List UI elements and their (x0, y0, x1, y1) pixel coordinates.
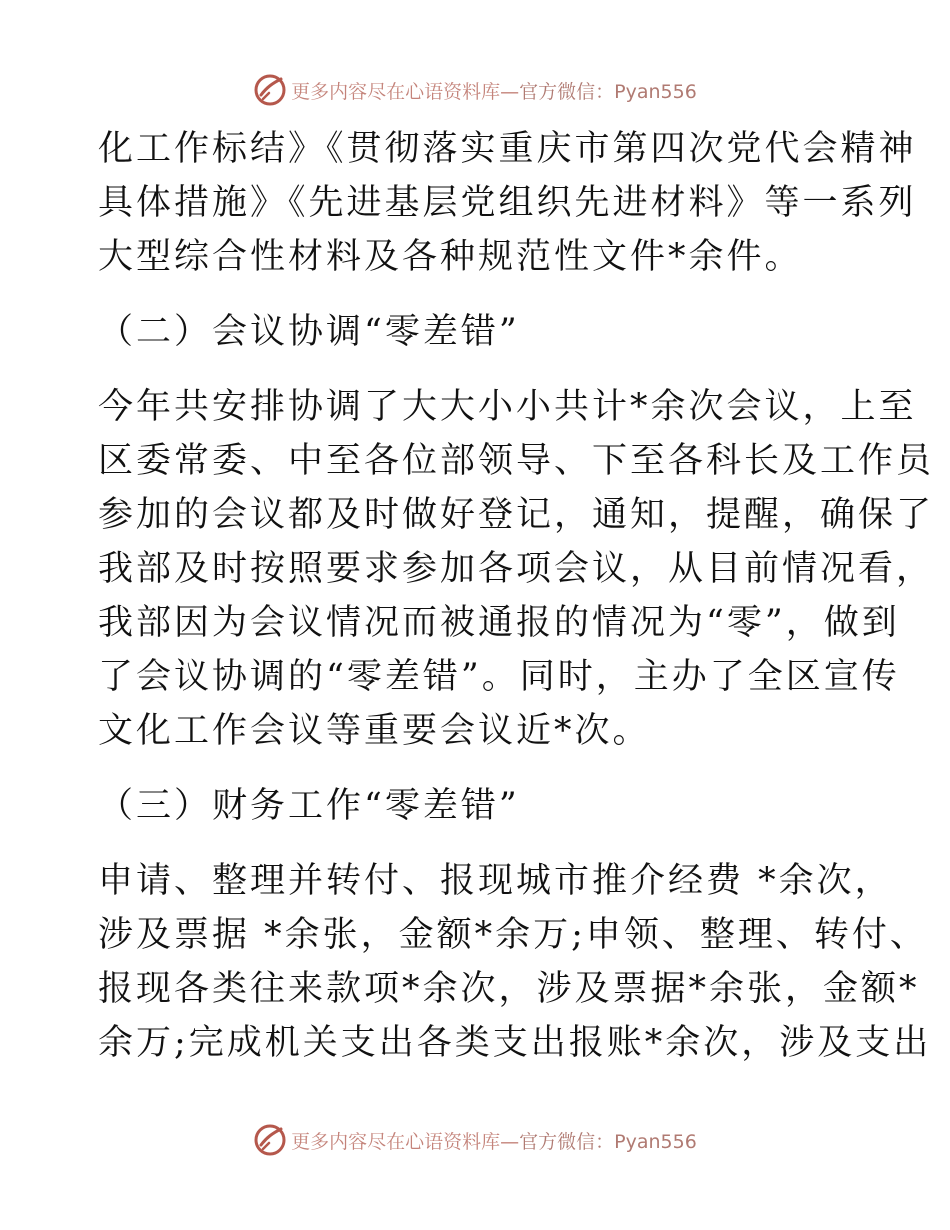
text-line: 文化工作会议等重要会议近*次。 (98, 711, 651, 751)
banner-wechat-text: 官方微信：Pyan556 (519, 80, 697, 103)
text-line: 我部因为会议情况而被通报的情况为“零”，做到 (98, 603, 900, 643)
text-line: 涉及票据 *余张，金额*余万;申领、整理、转付、 (98, 915, 928, 955)
footer-banner (0, 1120, 950, 1160)
header-banner (0, 70, 950, 110)
document-body (98, 122, 935, 1070)
text-line: 化工作标结》《贯彻落实重庆市第四次党代会精神 (98, 129, 917, 169)
brush-logo-icon (253, 1123, 287, 1157)
banner-wechat-text: 官方微信：Pyan556 (519, 1130, 697, 1153)
banner-text (291, 1127, 697, 1154)
paragraph-intro (98, 122, 917, 284)
section-heading-finance: （三）财务工作“零差错” (98, 786, 520, 826)
paragraph-meetings (98, 380, 935, 758)
banner-main-text: 更多内容尽在心语资料库— (291, 80, 520, 103)
text-line: 申请、整理并转付、报现城市推介经费 *余次， (98, 861, 893, 901)
text-line: 我部及时按照要求参加各项会议，从目前情况看， (98, 549, 935, 589)
section-heading-meetings: （二）会议协调“零差错” (98, 312, 520, 352)
banner-text (291, 77, 697, 104)
text-line: 区委常委、中至各位部领导、下至各科长及工作员 (98, 441, 935, 481)
text-line: 余万;完成机关支出各类支出报账*余次，涉及支出 (98, 1023, 932, 1063)
text-line: 具体措施》《先进基层党组织先进材料》等一系列 (98, 183, 917, 223)
banner-main-text: 更多内容尽在心语资料库— (291, 1130, 520, 1153)
paragraph-finance (98, 854, 932, 1070)
text-line: 今年共安排协调了大大小小共计*余次会议，上至 (98, 387, 917, 427)
text-line: 参加的会议都及时做好登记，通知，提醒，确保了 (98, 495, 935, 535)
text-line: 了会议协调的“零差错”。同时，主办了全区宣传 (98, 657, 900, 697)
text-line: 报现各类往来款项*余次，涉及票据*余张，金额* (98, 969, 920, 1009)
brush-logo-icon (253, 73, 287, 107)
text-line: 大型综合性材料及各种规范性文件*余件。 (98, 237, 803, 277)
